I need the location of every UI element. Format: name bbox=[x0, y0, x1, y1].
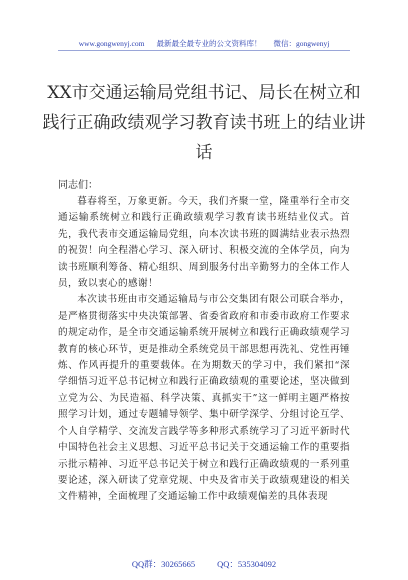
footer-qq: QQ：535304092 bbox=[217, 559, 277, 569]
header-slogan: 最新最全最专业的公文资料库！ bbox=[156, 39, 262, 48]
page-header bbox=[0, 38, 408, 49]
header-divider bbox=[58, 50, 350, 51]
document-body bbox=[58, 194, 350, 506]
footer-qq-group: QQ群：30265665 bbox=[131, 559, 196, 569]
page-footer bbox=[0, 558, 408, 570]
document-title: XX市交通运输局党组书记、局长在树立和践行正确政绩观学习教育读书班上的结业讲话 bbox=[42, 83, 366, 163]
header-wechat: 微信：gongwenyj bbox=[273, 39, 330, 48]
paragraph: 暮春将至，万象更新。今天，我们齐聚一堂，隆重举行全市交通运输系统树立和践行正确政绩观学习教育读书班结业仪式。首先，我代表市交通运输局党组，向本次读书班的圆满结业表示热烈的祝贺！向全程潜心学习、深入研讨、积极交流的全体学员，向为读书班顺利筹备、精心组织、周到服务付出辛勤努力的全体工作人员，致以衷心的感谢！ bbox=[58, 196, 350, 290]
salutation: 同志们： bbox=[58, 180, 98, 191]
header-site-link[interactable]: www.gongwenyj.com bbox=[78, 39, 145, 48]
paragraph: 本次读书班由市交通运输局与市公交集团有限公司联合举办，是严格贯彻落实中央决策部署、省委省政府和市委市政府工作要求的规定动作，是全市交通运输系统开展树立和践行正确政绩观学习教育的核心环节，更是推动全系统党员干部思想再洗礼、党性再锤炼、作风再提升的重要载体。在为期数天的学习中，我们紧扣“深学细悟习近平总书记树立和践行正确政绩观的重要论述，坚决做到立党为公、为民造福、科学决策、真抓实干”这一鲜明主题严格按照学习计划，通过专题辅导领学、集中研学深学、分组讨论互学、个人自学精学、交流发言践学等多种形式系统学习了习近平新时代中国特色社会主义思想、习近平总书记关于交通运输工作的重要指示批示精神、习近平总书记关于树立和践行正确政绩观的一系列重要论述，深入研读了党章党规、中央及省市关于政绩观建设的相关文件精神，全面梳理了交通运输工作中政绩观偏差的具体表现 bbox=[58, 294, 350, 503]
